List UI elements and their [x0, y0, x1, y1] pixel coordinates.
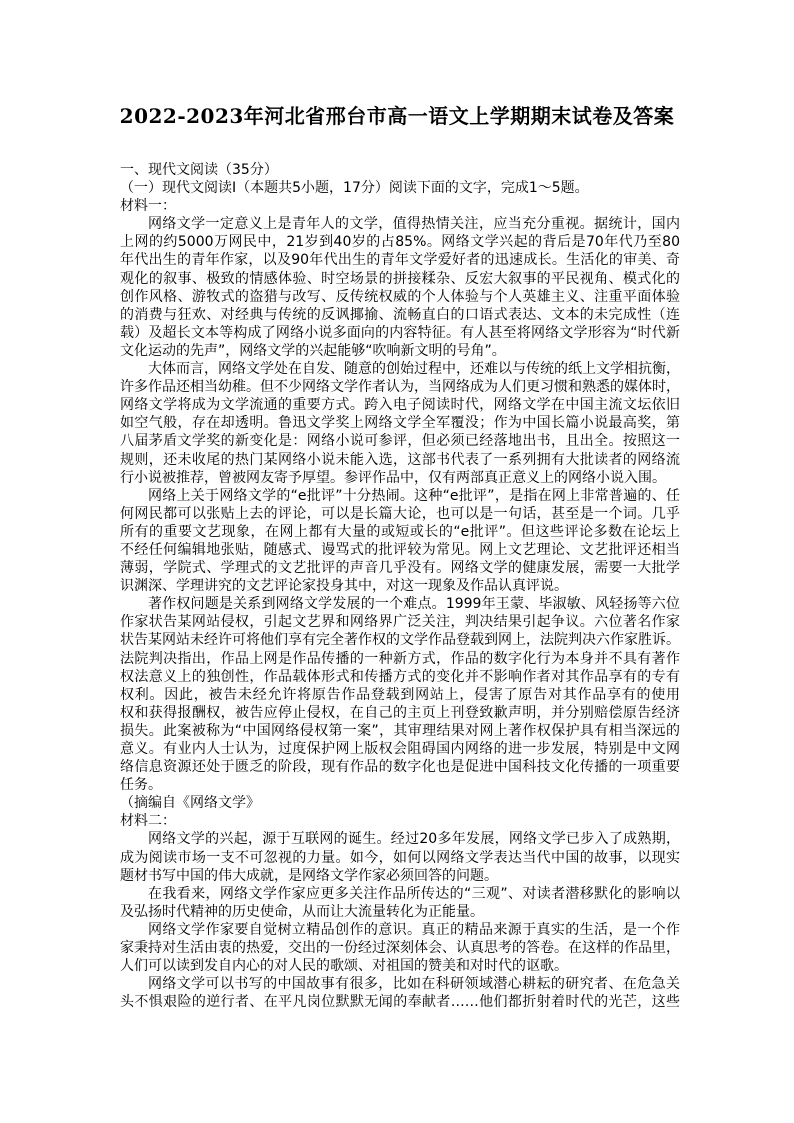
paragraph-line: 上网的约5000万网民中，21岁到40岁的占85%。网络文学兴起的背后是70年代乃至80	[120, 234, 680, 251]
paragraph-line: 网络文学一定意义上是青年人的文学，值得热情关注，应当充分重视。据统计，国内	[148, 216, 680, 233]
section-heading: 材料一：	[120, 198, 176, 215]
paragraph-line: 观化的叙事、极致的情感体验、时空场景的拼接糅杂、反宏大叙事的平民视角、模式化的	[120, 270, 680, 287]
paragraph-line: 载）及超长文本等构成了网络小说多面向的内容特征。有人甚至将网络文学形容为“时代新	[120, 324, 680, 341]
paragraph-line: 网络文学可以书写的中国故事有很多，比如在科研领域潜心耕耘的研究者、在危急关	[148, 976, 680, 993]
paragraph-line: 如空气般，存在却透明。鲁迅文学奖上网络文学全军覆没；作为中国长篇小说最高奖，第	[120, 415, 680, 432]
paragraph-line: 任务。	[120, 777, 162, 794]
paragraph-line: 大体而言，网络文学处在自发、随意的创始过程中，还难以与传统的纸上文学相抗衡，	[148, 361, 680, 378]
paragraph-line: 年代出生的青年作家，以及90年代出生的青年文学爱好者的迅速成长。生活化的审美、奇	[120, 252, 680, 269]
source-citation: （摘编自《网络文学》	[120, 795, 260, 812]
paragraph-line: 规则，还未收尾的热门某网络小说未能入选，这部书代表了一系列拥有大批读者的网络流	[120, 451, 680, 468]
paragraph-line: 在我看来，网络文学作家应更多关注作品所传达的“三观”、对读者潜移默化的影响以	[148, 885, 680, 902]
paragraph-line: 行小说被推荐，曾被网友寄予厚望。参评作品中，仅有两部真正意义上的网络小说入围。	[120, 469, 666, 486]
paragraph-line: 薄弱，学院式、学理式的文艺批评的声音几乎没有。网络文学的健康发展，需要一大批学	[120, 560, 680, 577]
document-title: 2022-2023年河北省邢台市高一语文上学期期末试卷及答案	[119, 104, 675, 128]
paragraph-line: 创作风格、游牧式的盗猎与改写、反传统权威的个人体验与个人英雄主义、注重平面体验	[120, 288, 680, 305]
paragraph-line: 著作权问题是关系到网络文学发展的一个难点。1999年王蒙、毕淑敏、风轻扬等六位	[148, 596, 680, 613]
paragraph-line: 头不惧艰险的逆行者、在平凡岗位默默无闻的奉献者……他们都折射着时代的光芒，这些	[120, 994, 680, 1011]
section-heading: （一）现代文阅读Ⅰ（本题共5小题，17分）阅读下面的文字，完成1～5题。	[120, 180, 589, 197]
section-heading: 一、现代文阅读（35分）	[120, 162, 278, 178]
paragraph-line: 何网民都可以张贴上去的评论，可以是长篇大论，也可以是一句话，甚至是一个词。几乎	[120, 505, 680, 522]
paragraph-line: 人们可以读到发自内心的对人民的歌颂、对祖国的赞美和对时代的讴歌。	[120, 958, 568, 975]
paragraph-line: 网络文学作家要自觉树立精品创作的意识。真正的精品来源于真实的生活，是一个作	[148, 921, 680, 938]
paragraph-line: 所有的重要文艺现象，在网上都有大量的或短或长的“e批评”。但这些评论多数在论坛上	[120, 523, 680, 540]
document-body	[120, 161, 680, 1011]
paragraph-line: 状告某网站未经许可将他们享有完全著作权的文学作品登载到网上，法院判决六作家胜诉。	[120, 632, 680, 649]
paragraph-line: 意义。有业内人士认为，过度保护网上版权会阻碍国内网络的进一步发展，特别是中文网	[120, 741, 680, 757]
paragraph-line: 损失。此案被称为“中国网络侵权第一案”，其审理结果对网上著作权保护具有相当深远的	[120, 722, 680, 739]
paragraph-line: 权和获得报酬权，被告应停止侵权，在自己的主页上刊登致歉声明，并分别赔偿原告经济	[120, 704, 680, 721]
paragraph-line: 识渊深、学理讲究的文艺评论家投身其中，对这一现象及作品认真评说。	[120, 578, 568, 595]
paragraph-line: 不经任何编辑地张贴，随感式、谩骂式的批评较为常见。网上文艺理论、文艺批评还相当	[120, 541, 680, 558]
paragraph-line: 网络文学将成为文学流通的重要方式。跨入电子阅读时代，网络文学在中国主流文坛依旧	[120, 397, 680, 414]
paragraph-line: 网络文学的兴起，源于互联网的诞生。经过20多年发展，网络文学已步入了成熟期，	[148, 831, 680, 848]
paragraph-line: 权法意义上的独创性，作品载体形式和传播方式的变化并不影响作者对其作品享有的专有	[120, 668, 680, 685]
paragraph-line: 题材书写中国的伟大成就，是网络文学作家必须回答的问题。	[120, 867, 498, 884]
paragraph-line: 文化运动的先声”，网络文学的兴起能够“吹响新文明的号角”。	[120, 342, 506, 359]
paragraph-line: 作家状告某网站侵权，引起文艺界和网络界广泛关注，判决结果引起争议。六位著名作家	[120, 614, 680, 631]
paragraph-line: 八届茅盾文学奖的新变化是：网络小说可参评，但必须已经落地出书，且出全。按照这一	[120, 433, 680, 450]
paragraph-line: 权利。因此，被告未经允许将原告作品登载到网站上，侵害了原告对其作品享有的使用	[120, 686, 680, 703]
paragraph-line: 网络上关于网络文学的“e批评”十分热闹。这种“e批评”，是指在网上非常普遍的、任	[148, 487, 680, 504]
paragraph-line: 法院判决指出，作品上网是作品传播的一种新方式，作品的数字化行为本身并不具有著作	[120, 650, 680, 667]
paragraph-line: 成为阅读市场一支不可忽视的力量。如今，如何以网络文学表达当代中国的故事，以现实	[120, 849, 680, 866]
paragraph-line: 络信息资源还处于匮乏的阶段，现有作品的数字化也是促进中国科技文化传播的一项重要	[120, 759, 680, 776]
material-label: 材料二：	[120, 813, 176, 830]
paragraph-line: 的消费与狂欢、对经典与传统的反讽揶揄、流畅直白的口语式表达、文本的未完成性（连	[120, 306, 680, 323]
paragraph-line: 许多作品还相当幼稚。但不少网络文学作者认为，当网络成为人们更习惯和熟悉的媒体时，	[120, 379, 680, 396]
paragraph-line: 及弘扬时代精神的历史使命，从而让大流量转化为正能量。	[120, 903, 484, 920]
paragraph-line: 家秉持对生活由衷的热爱，交出的一份经过深刻体会、认真思考的答卷。在这样的作品里，	[120, 940, 680, 957]
